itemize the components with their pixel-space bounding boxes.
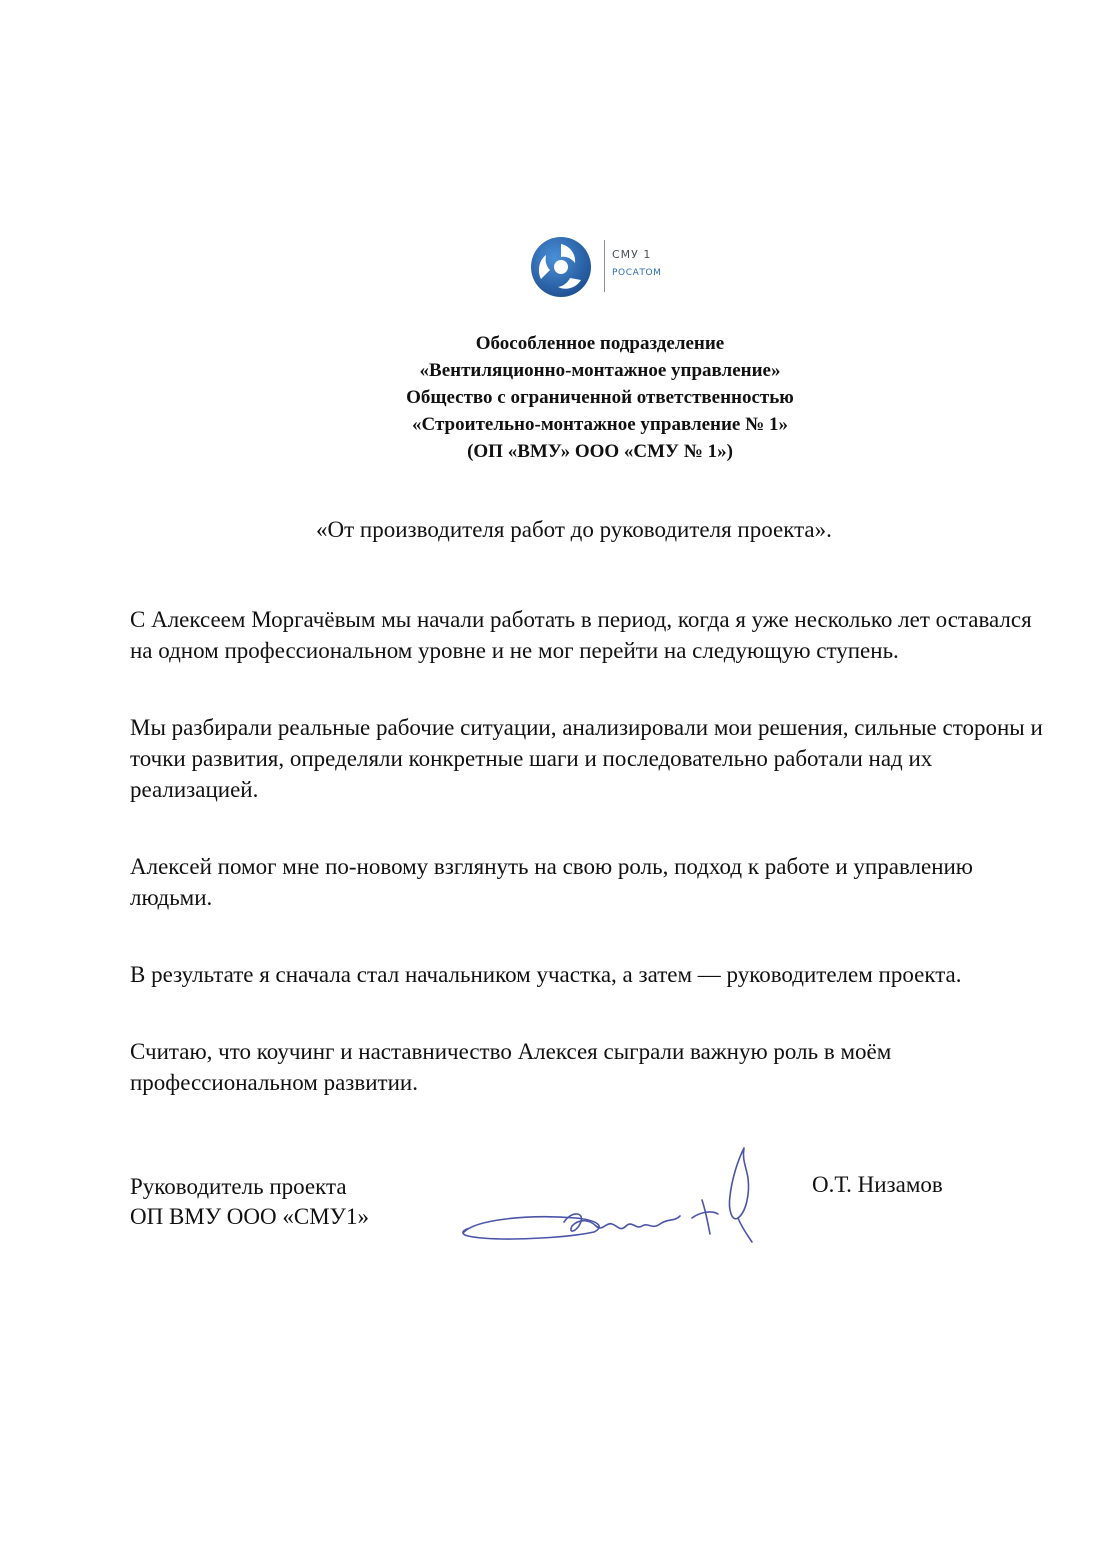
org-line: «Вентиляционно-монтажное управление» bbox=[419, 360, 781, 381]
letter-body bbox=[130, 604, 1055, 1144]
letter-subject: «От производителя работ до руководителя проекта». bbox=[316, 517, 832, 542]
signer-title bbox=[130, 1172, 369, 1232]
org-line: (ОП «ВМУ» ООО «СМУ № 1») bbox=[467, 441, 733, 462]
logo-divider bbox=[604, 240, 605, 292]
signer-name: О.Т. Низамов bbox=[812, 1172, 943, 1197]
org-line: Обособленное подразделение bbox=[475, 333, 725, 354]
body-paragraph: Считаю, что коучинг и наставничество Алексея сыграли важную роль в моём профессиональном развитии. bbox=[130, 1039, 892, 1095]
signer-position: Руководитель проекта bbox=[130, 1174, 347, 1199]
signer-organization: ОП ВМУ ООО «СМУ1» bbox=[130, 1204, 369, 1229]
body-paragraph: В результате я сначала стал начальником участка, а затем — руководителем проекта. bbox=[130, 962, 962, 987]
org-line: Общество с ограниченной ответственностью bbox=[406, 387, 794, 408]
org-line: «Строительно-монтажное управление № 1» bbox=[412, 414, 788, 435]
body-paragraph: С Алексеем Моргачёвым мы начали работать в период, когда я уже несколько лет оставался на одном профессиональном уровне и не мог перейти на следующую ступень. bbox=[130, 607, 1032, 663]
rosatom-logo-icon bbox=[530, 236, 592, 298]
body-paragraph: Алексей помог мне по-новому взглянуть на свою роль, подход к работе и управлению людьми. bbox=[130, 854, 973, 910]
body-paragraph: Мы разбирали реальные рабочие ситуации, анализировали мои решения, сильные стороны и точки развития, определяли конкретные шаги и последовательно работали над их реализацией. bbox=[130, 715, 1043, 802]
handwritten-signature bbox=[456, 1138, 766, 1248]
company-logo bbox=[530, 236, 680, 300]
organization-header bbox=[0, 330, 1100, 465]
logo-brand-name: РОСАТОМ bbox=[612, 268, 662, 278]
logo-company-name: СМУ 1 bbox=[612, 248, 652, 261]
